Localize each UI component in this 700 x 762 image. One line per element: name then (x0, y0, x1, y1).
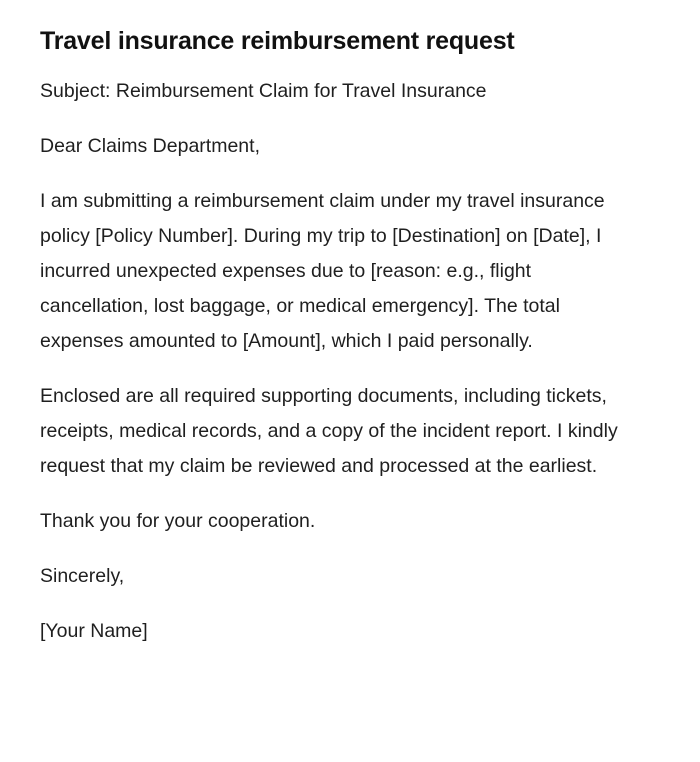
salutation: Dear Claims Department, (40, 135, 260, 157)
subject-line: Subject: Reimbursement Claim for Travel Insurance (40, 80, 487, 102)
signature-placeholder: [Your Name] (40, 620, 148, 642)
document-title: Travel insurance reimbursement request (40, 27, 515, 55)
body-paragraph-claim: I am submitting a reimbursement claim under my travel insurance policy [Policy Number]. During my trip to [Destination] on [Date], I incurred unexpected expenses due to [reason: e.g., flight cancellation, lost baggage, or medical emergency]. The total expenses amounted to [Amount], which I paid personally. (40, 190, 605, 352)
closing-line: Sincerely, (40, 565, 125, 587)
body-paragraph-documents: Enclosed are all required supporting documents, including tickets, receipts, medical records, and a copy of the incident report. I kindly request that my claim be reviewed and processed at the earliest. (40, 385, 618, 477)
thanks-line: Thank you for your cooperation. (40, 510, 316, 532)
